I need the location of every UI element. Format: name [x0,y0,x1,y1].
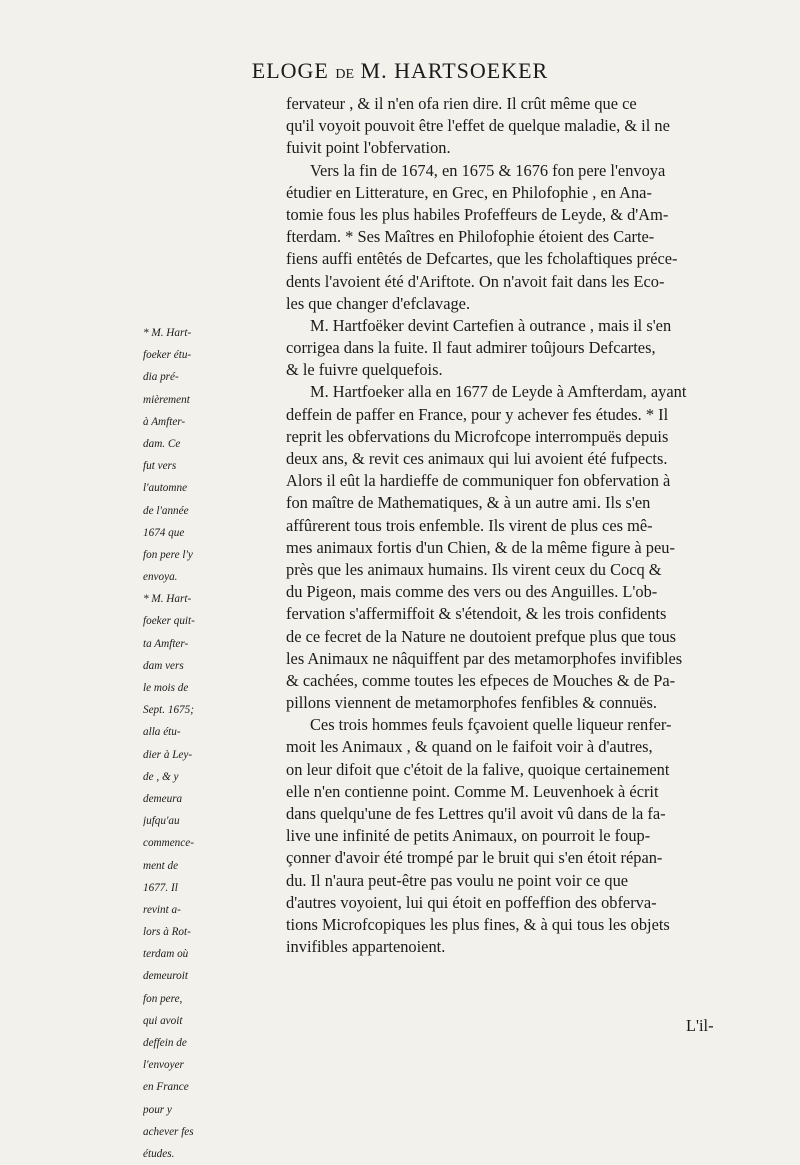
margin-note-line: dia pré- [143,371,179,384]
margin-note-line: en France [143,1081,189,1094]
margin-note-line: * M. Hart- [143,327,192,339]
margin-note-line: dier à Ley- [143,748,193,761]
text-line: pillons viennent de metamorphofes fenfibles & connuës. [286,693,657,713]
text-line: & cachées, comme toutes les efpeces de Mouches & de Pa- [286,670,676,690]
running-header [0,58,800,84]
text-line: M. Hartfoeker alla en 1677 de Leyde à Amfterdam, ayant [310,382,687,402]
header-title-de: DE [335,67,355,82]
text-line: tomie fous les plus habiles Profeffeurs de Leyde, & d'Am- [286,204,669,224]
text-line: deux ans, & revit ces animaux qui lui avoient été fufpects. [286,449,668,468]
margin-note-line: Sept. 1675; [143,704,194,717]
margin-notes [143,322,239,1165]
text-line: près que les animaux humains. Ils virent ceux du Cocq & [286,559,662,579]
text-line: dents l'avoient été d'Ariftote. On n'avoit fait dans les Eco- [286,271,665,291]
text-line: fiens auffi entêtés de Defcartes, que les fcholaftiques préce- [286,249,678,269]
margin-note-line: demeuroit [143,970,188,983]
margin-note-line: le mois de [143,682,189,694]
text-line: de ce fecret de la Nature ne doutoient prefque plus que tous [286,626,677,646]
main-text-column [286,93,736,958]
text-line: les que changer d'efclavage. [286,293,471,313]
margin-note-line: qui avoit [143,1014,183,1027]
margin-note-line: pour y [143,1103,172,1116]
margin-note-line: l'automne [143,482,188,495]
text-line: fuivit point l'obfervation. [286,138,451,158]
margin-note-line: terdam où [143,948,189,961]
text-line: étudier en Litterature, en Grec, en Philofophie , en Ana- [286,182,652,202]
text-line: d'autres voyoient, lui qui étoit en poffeffion des obferva- [286,892,657,912]
margin-note-line: fut vers [143,460,177,473]
margin-note-line: 1674 que [143,526,185,539]
text-line: les Animaux ne nâquiffent par des metamorphofes invifibles [286,648,683,668]
text-line: çonner d'avoir été trompé par le bruit qui s'en étoit répan- [286,848,663,868]
text-line: Alors il eût la hardieffe de communiquer fon obfervation à [286,471,671,491]
text-line: qu'il voyoit pouvoit être l'effet de quelque maladie, & il ne [286,116,670,136]
margin-note-line: envoya. [143,571,178,584]
text-line: Ces trois hommes feuls fçavoient quelle liqueur renfer- [310,715,672,735]
margin-note-line: fon pere l'y [143,548,193,561]
margin-note-line: dam vers [143,659,184,672]
text-line: invifibles appartenoient. [286,937,446,957]
margin-note-line: à Amfter- [143,415,186,428]
text-line: & le fuivre quelquefois. [286,360,443,380]
margin-note-line: * M. Hart- [143,593,192,606]
text-line: on leur difoit que c'étoit de la falive, quoique certainement [286,759,670,779]
margin-note-line: foeker quit- [143,615,195,628]
text-line: M. Hartfoëker devint Cartefien à outrance , mais il s'en [310,315,672,335]
text-line: fterdam. * Ses Maîtres en Philofophie étoient des Carte- [286,227,655,247]
text-line: corrigea dans la fuite. Il faut admirer toûjours Defcartes, [286,338,656,358]
margin-note-line: jufqu'au [143,815,180,828]
text-line: fervateur , & il n'en ofa rien dire. Il crût même que ce [286,94,637,113]
text-line: Vers la fin de 1674, en 1675 & 1676 fon pere l'envoya [310,160,666,180]
text-line: affûrerent tous trois enfemble. Ils virent de plus ces mê- [286,515,653,535]
margin-note-line: foeker étu- [143,349,192,362]
margin-note-line: lors à Rot- [143,926,191,939]
margin-note-line: l'envoyer [143,1059,184,1072]
margin-note-line: 1677. Il [143,881,178,894]
text-line: tions Microfcopiques les plus fines, & à qui tous les objets [286,914,670,934]
margin-note-line: commence- [143,837,194,850]
margin-note-line: études. [143,1147,175,1160]
text-line: deffein de paffer en France, pour y achever fes études. * Il [286,404,669,424]
text-line: fervation s'affermiffoit & s'étendoit, & les trois confidents [286,604,667,624]
text-line: dans quelqu'une de fes Lettres qu'il avoit vû dans de la fa- [286,804,666,823]
margin-note-line: de , & y [143,770,179,783]
header-title-right: M. HARTSOEKER [360,58,549,83]
margin-note-line: demeura [143,792,183,805]
margin-note-line: mièrement [143,393,190,406]
margin-note-line: deffein de [143,1037,187,1049]
text-line: du. Il n'aura peut-être pas voulu ne point voir ce que [286,870,629,890]
text-line: reprit les obfervations du Microfcope interrompuës depuis [286,426,669,446]
text-line: live une infinité de petits Animaux, on pourroit le foup- [286,826,651,846]
margin-note-line: dam. Ce [143,437,181,450]
text-line: moit les Animaux , & quand on le faifoit voir à d'autres, [286,737,653,757]
margin-note-line: ta Amfter- [143,637,189,650]
text-line: fon maître de Mathematiques, & à un autre ami. Ils s'en [286,493,651,513]
catchword: L'il- [686,1016,714,1035]
text-line: mes animaux fortis d'un Chien, & de la même figure à peu- [286,537,675,557]
margin-note-line: de l'année [143,504,189,517]
margin-note-line: ment de [143,859,179,872]
text-line: elle n'en contienne point. Comme M. Leuvenhoek à écrit [286,781,659,801]
margin-note-line: alla étu- [143,726,181,739]
margin-note-line: revint a- [143,903,181,916]
header-title-left: ELOGE [251,58,329,83]
text-line: du Pigeon, mais comme des vers ou des Anguilles. L'ob- [286,582,658,602]
margin-note-line: achever fes [143,1125,194,1138]
margin-note-line: fon pere, [143,992,183,1005]
